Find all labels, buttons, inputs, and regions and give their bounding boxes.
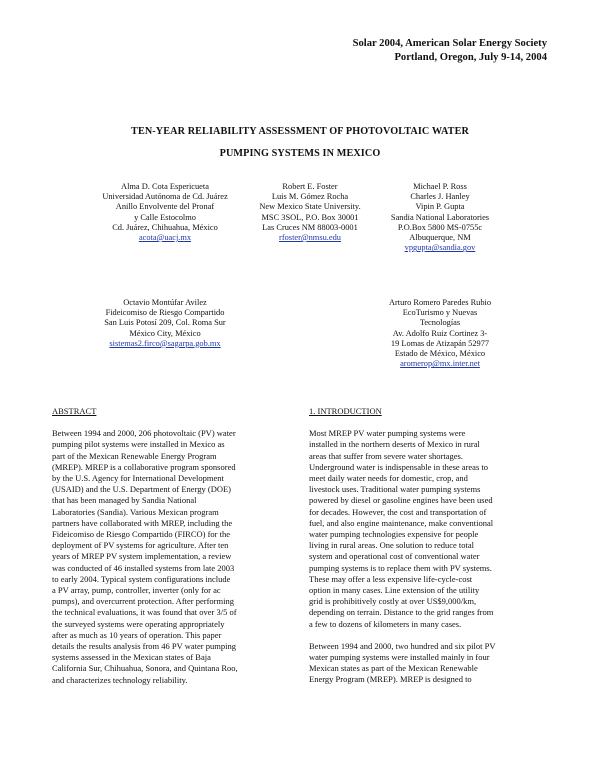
text-line: Underground water is indispensable in these areas to — [309, 461, 489, 472]
text-line: powered by diesel or gasoline engines have been used — [309, 495, 493, 506]
text-line: was conducted of 46 installed systems from late 2003 — [52, 562, 235, 573]
conference-name: Solar 2004, American Solar Energy Society — [352, 38, 547, 49]
author-line: Anillo Envolvente del Pronaf — [115, 202, 215, 212]
text-line: depending on terrain. Distance to the grid ranges from — [309, 607, 494, 618]
author-line: Sandia National Laboratories — [390, 212, 490, 222]
author-email-link[interactable]: sistemas2.firco@sagarpa.gob.mx — [109, 338, 221, 348]
text-line: by the U.S. Agency for International Development — [52, 473, 224, 484]
paper-title-line-1: TEN-YEAR RELIABILITY ASSESSMENT OF PHOTOVOLTAIC WATER — [131, 126, 469, 137]
author-block-montufar — [90, 298, 240, 349]
conference-location: Portland, Oregon, July 9-14, 2004 — [394, 52, 547, 63]
text-line: pumping systems is to replace them with PV systems. — [309, 562, 492, 573]
text-line: grid is prohibitively costly at over US$9,000/km, — [309, 596, 477, 607]
text-line: Laboratories (Sandia). Various Mexican program — [52, 506, 219, 517]
author-line: 19 Lomas de Atizapán 52977 — [390, 338, 490, 348]
author-line: Estado de México, México — [394, 349, 486, 359]
author-line: MSC 3SOL, P.O. Box 30001 — [261, 212, 359, 222]
text-line: systems assessed in the Mexican states of Baja — [52, 652, 211, 663]
text-line: pumping pilot systems were installed in Mexico as — [52, 439, 225, 450]
author-line: Alma D. Cota Espericueta — [121, 182, 209, 191]
text-line: fuel, and also engine maintenance, make conventional — [309, 517, 494, 528]
author-email-link[interactable]: rfoster@nmsu.edu — [279, 233, 341, 243]
introduction-section — [309, 406, 554, 686]
text-line: California Sur, Chihuahua, Sonora, and Quintana Roo, — [52, 663, 238, 674]
author-email-link[interactable]: acota@uacj.mx — [138, 233, 192, 243]
author-line: Las Cruces NM 88003-0001 — [262, 222, 358, 232]
author-block-romero — [370, 298, 510, 369]
author-email-link[interactable]: aromerop@mx.inter.net — [400, 359, 480, 369]
author-line: Tecnologías — [419, 318, 461, 328]
author-line: Michael P. Ross — [413, 182, 467, 191]
author-line: México City, México — [129, 328, 201, 338]
author-line: Av. Adolfo Ruiz Cortinez 3- — [392, 328, 488, 338]
text-line: after as much as 10 years of operation. This paper — [52, 629, 222, 640]
text-line: Between 1994 and 2000, two hundred and six pilot PV — [309, 640, 496, 651]
text-line: living in rural areas. One solution to reduce total — [309, 540, 474, 551]
text-line: Most MREP PV water pumping systems were — [309, 428, 466, 439]
text-line: Mexican states as part of the Mexican Renewable — [309, 663, 478, 674]
author-line: Luis M. Gómez Rocha — [271, 192, 349, 202]
author-line: Albuquerque, NM — [409, 233, 471, 243]
author-email-link[interactable]: vpgupta@sandia.gov — [404, 243, 476, 253]
text-line: deployment of PV systems for agriculture. After ten — [52, 540, 229, 551]
text-line: meet daily water needs for domestic, crop, and — [309, 473, 468, 484]
text-line: (MREP). MREP is a collaborative program sponsored — [52, 461, 236, 472]
author-line: New Mexico State University. — [259, 202, 361, 212]
paper-title-line-2: PUMPING SYSTEMS IN MEXICO — [219, 148, 381, 159]
text-line: Fideicomiso de Riesgo Compartido (FIRCO) for the — [52, 529, 231, 540]
text-line: water pumping technologies expensive for people — [309, 529, 479, 540]
text-line: for decades. However, the cost and transportation of — [309, 506, 487, 517]
text-line: years of MREP PV system implementation, a review — [52, 551, 232, 562]
text-line: areas that suffer from severe water shortages. — [309, 450, 463, 461]
author-line: Fideicomiso de Riesgo Compartido — [105, 308, 225, 318]
author-line: Robert E. Foster — [282, 182, 338, 191]
text-line: partners have collaborated with MREP, including the — [52, 517, 233, 528]
author-line: Universidad Autónoma de Cd. Juárez — [102, 192, 228, 202]
introduction-paragraph-1 — [309, 428, 554, 630]
text-line: the technical evaluations, it was found that over 3/5 of — [52, 607, 237, 618]
text-line: livestock uses. Traditional water pumping systems — [309, 484, 481, 495]
author-line: Octavio Montúfar Avilez — [123, 298, 207, 307]
author-block-cota — [90, 182, 240, 243]
text-line: a few to dozens of kilometers in many cases. — [309, 618, 462, 629]
author-line: San Luis Potosí 209, Col. Roma Sur — [104, 318, 226, 328]
text-line: Energy Program (MREP). MREP is designed to — [309, 674, 472, 685]
author-line: P.O.Box 5800 MS-0755c — [397, 222, 483, 232]
author-line: Charles J. Hanley — [410, 192, 470, 202]
text-line: to early 2004. Typical system configurations include — [52, 573, 231, 584]
author-line: EcoTurismo y Nuevas — [402, 308, 478, 318]
text-line: details the results analysis from 46 PV water pumping — [52, 641, 236, 652]
text-line: system and operational cost of conventional water — [309, 551, 480, 562]
text-line: a PV array, pump, controller, inverter (only for ac — [52, 585, 221, 596]
introduction-heading: 1. INTRODUCTION — [309, 406, 382, 416]
text-line: installed in the northern deserts of Mexico in rural — [309, 439, 480, 450]
introduction-paragraph-2 — [309, 641, 554, 686]
text-line: that has been managed by Sandia National — [52, 495, 197, 506]
text-line: part of the Mexican Renewable Energy Program — [52, 450, 217, 461]
author-block-foster — [240, 182, 380, 243]
text-line: (USAID) and the U.S. Department of Energy (DOE) — [52, 484, 232, 495]
abstract-heading: ABSTRACT — [52, 406, 97, 416]
text-line: water pumping systems were installed mainly in four — [309, 652, 490, 663]
text-line: and characterizes technology reliability. — [52, 674, 188, 685]
author-line: Vipin P. Gupta — [415, 202, 465, 212]
text-line: option in many cases. Line extension of the utility — [309, 585, 480, 596]
text-line: These may offer a less expensive life-cycle-cost — [309, 573, 473, 584]
text-line: pumps), and overcurrent protection. After performing — [52, 596, 234, 607]
author-block-ross — [370, 182, 510, 253]
abstract-body — [52, 428, 292, 686]
abstract-section — [52, 406, 292, 686]
text-line: the surveyed systems were operating appropriately — [52, 618, 225, 629]
author-line: y Calle Estocolmo — [134, 212, 196, 222]
author-line: Cd. Juárez, Chihuahua, México — [112, 222, 218, 232]
text-line: Between 1994 and 2000, 206 photovoltaic (PV) water — [52, 428, 236, 439]
author-line: Arturo Romero Paredes Rubio — [388, 298, 492, 307]
